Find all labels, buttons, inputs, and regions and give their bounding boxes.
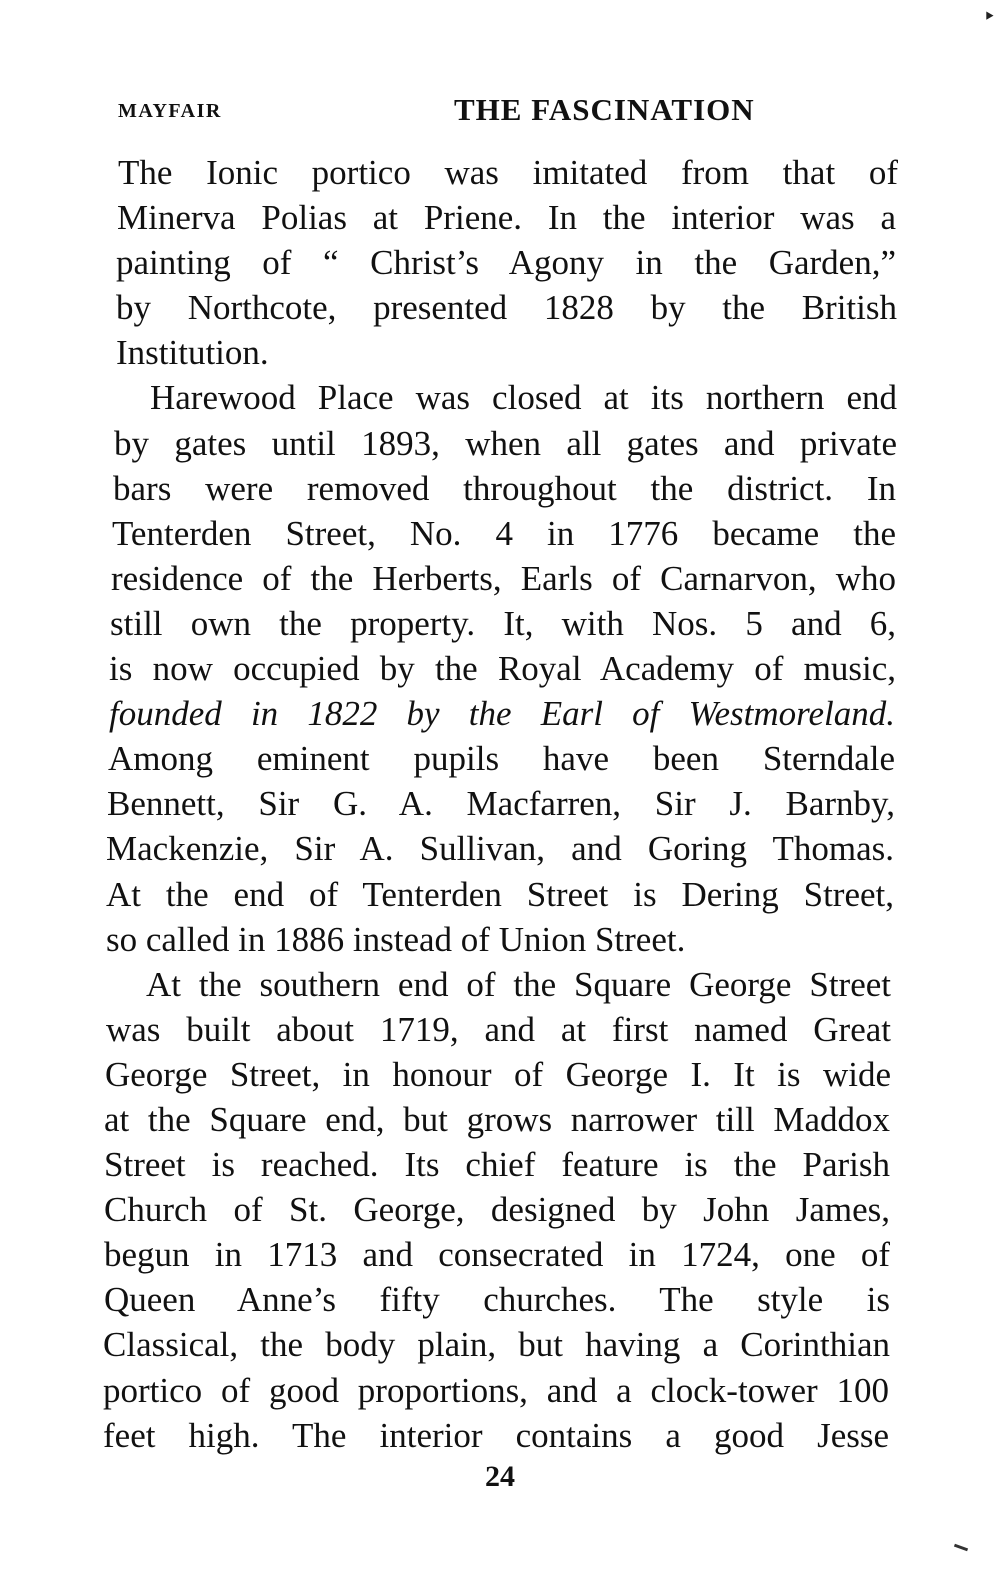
text-line: Classical, the body plain, but having a Corinthian <box>103 1325 890 1365</box>
text-line: was built about 1719, and at first named Great <box>106 1009 891 1049</box>
running-head <box>112 92 902 132</box>
text-line: painting of “ Christ’s Agony in the Garden,” <box>116 243 896 283</box>
text-line: portico of good proportions, and a clock-tower 100 <box>103 1370 889 1410</box>
paragraph-2 <box>0 375 1000 961</box>
scan-tick-mark <box>954 1544 968 1552</box>
text-line: by gates until 1893, when all gates and private <box>114 423 897 463</box>
text-line: George Street, in honour of George I. It is wide <box>105 1054 891 1094</box>
chapter-title: THE FASCINATION <box>454 92 755 127</box>
page-number: 24 <box>485 1460 515 1493</box>
text-line: Among eminent pupils have been Sterndale <box>108 739 895 779</box>
text-line: Minerva Polias at Priene. In the interior was a <box>117 198 896 238</box>
section-label: MAYFAIR <box>118 100 222 122</box>
text-line: Institution. <box>116 333 269 373</box>
text-line: Street is reached. Its chief feature is the Parish <box>104 1145 890 1185</box>
text-line: Harewood Place was closed at its northern end <box>150 378 897 418</box>
paragraph-1 <box>0 150 1000 375</box>
text-line: bars were removed throughout the district. In <box>113 468 896 508</box>
text-line: Church of St. George, designed by John James, <box>104 1190 890 1230</box>
text-line: founded in 1822 by the Earl of Westmoreland. <box>109 694 895 734</box>
text-line: feet high. The interior contains a good Jesse <box>103 1415 889 1455</box>
scan-corner-mark: ‣ <box>983 4 996 29</box>
text-line: Bennett, Sir G. A. Macfarren, Sir J. Barnby, <box>107 784 895 824</box>
text-line: Tenterden Street, No. 4 in 1776 became the <box>112 513 896 553</box>
text-line: Queen Anne’s fifty churches. The style is <box>104 1280 890 1320</box>
text-line: At the southern end of the Square George Street <box>146 964 891 1004</box>
text-line: residence of the Herberts, Earls of Carnarvon, who <box>111 558 896 598</box>
text-line: by Northcote, presented 1828 by the British <box>116 288 897 328</box>
text-line: so called in 1886 instead of Union Street. <box>106 919 686 959</box>
body-text <box>0 150 1000 1458</box>
text-line: At the end of Tenterden Street is Dering Street, <box>106 874 894 914</box>
text-line: still own the property. It, with Nos. 5 and 6, <box>110 603 896 643</box>
text-line: at the Square end, but grows narrower till Maddox <box>104 1099 890 1139</box>
text-line: Mackenzie, Sir A. Sullivan, and Goring Thomas. <box>106 829 894 869</box>
text-line: begun in 1713 and consecrated in 1724, one of <box>104 1235 890 1275</box>
text-line: is now occupied by the Royal Academy of music, <box>109 649 896 689</box>
paragraph-3 <box>0 962 1000 1458</box>
text-line: The Ionic portico was imitated from that of <box>118 153 898 192</box>
